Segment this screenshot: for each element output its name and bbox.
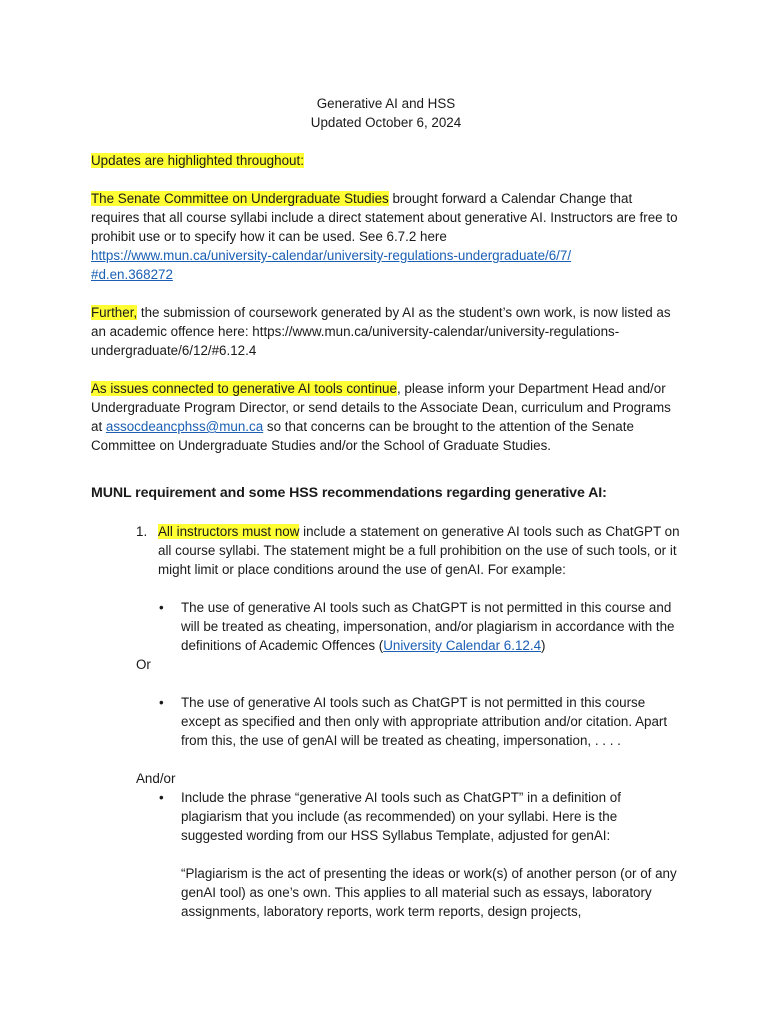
senate-highlight: The Senate Committee on Undergraduate Studies: [91, 191, 389, 206]
calendar-link-line-2: #d.en.368272: [91, 267, 173, 282]
bullet-plagiarism: [91, 788, 681, 845]
updates-note: [91, 151, 681, 170]
offence-text: the submission of coursework generated by AI as the student’s own work, is now listed as an academic offence here: https://www.mun.ca/university-calendar/university-regulations-undergraduate/6/12/#6.12.4: [91, 305, 671, 358]
university-calendar-link[interactable]: University Calendar 6.12.4: [383, 638, 542, 653]
updates-note-highlight: Updates are highlighted throughout:: [91, 153, 304, 168]
bullet-icon: •: [159, 790, 164, 805]
title-line-1: Generative AI and HSS: [316, 96, 456, 111]
or-label: Or: [136, 657, 151, 672]
plagiarism-quote: “Plagiarism is the act of presenting the ideas or work(s) of another person (or of any genAI tool) as one’s own. This applies to all material such as essays, laboratory assignments, laboratory reports, work term reports, design projects,: [181, 866, 677, 919]
document-page: [91, 94, 681, 921]
bullet-conditional: [91, 693, 681, 750]
item-1-text: include a statement on generative AI tools such as ChatGPT on all course syllabi. The statement might be a full prohibition on the use of such tools, or it might limit or place conditions around the use of genAI. For example:: [158, 524, 680, 577]
title-line-2: Updated October 6, 2024: [310, 115, 462, 130]
bullet-plagiarism-text: Include the phrase “generative AI tools such as ChatGPT” in a definition of plagiarism that you include (as recommended) on your syllabi. Here is the suggested wording from our HSS Syllabus Template, adjusted for genAI:: [181, 790, 621, 843]
senate-paragraph: [91, 189, 681, 284]
numbered-item-1: [91, 522, 681, 579]
calendar-link-line-1: https://www.mun.ca/university-calendar/university-regulations-undergraduate/6/7/: [91, 248, 572, 263]
issues-highlight: As issues connected to generative AI tools continue: [91, 381, 397, 396]
bullet-prohibition-close: ): [541, 638, 546, 653]
issues-text-end: so that concerns can be brought to the attention of the Senate Committee on Undergraduate Studies and/or the School of Graduate Studies.: [91, 419, 634, 453]
section-heading: MUNL requirement and some HSS recommendations regarding generative AI:: [91, 485, 607, 501]
document-title: [91, 94, 681, 132]
andor-label: And/or: [136, 771, 176, 786]
issues-paragraph: [91, 379, 681, 455]
bullet-prohibition-text: The use of generative AI tools such as ChatGPT is not permitted in this course and will be treated as cheating, impersonation, and/or plagiarism in accordance with the definitions of Academic Offences (: [181, 600, 675, 653]
bullet-icon: •: [159, 600, 164, 615]
bullet-icon: •: [159, 695, 164, 710]
instructors-highlight: All instructors must now: [158, 524, 300, 539]
further-highlight: Further,: [91, 305, 138, 320]
bullet-conditional-text: The use of generative AI tools such as ChatGPT is not permitted in this course except as specified and then only with appropriate attribution and/or citation. Apart from this, the use of genAI will be treated as cheating, impersonation, . . . .: [181, 695, 668, 748]
email-link[interactable]: assocdeancphss@mun.ca: [105, 419, 264, 434]
issues-text: , please inform your Department Head and/or Undergraduate Program Director, or send details to the Associate Dean, curriculum and Programs at: [91, 381, 671, 434]
calendar-link[interactable]: [91, 248, 571, 282]
bullet-prohibition: [91, 598, 681, 655]
senate-text: brought forward a Calendar Change that requires that all course syllabi include a direct statement about generative AI. Instructors are free to prohibit use or to specify how it can be used. See 6.7.2 here: [91, 191, 678, 244]
offence-paragraph: [91, 303, 681, 360]
item-number: 1.: [136, 524, 148, 539]
